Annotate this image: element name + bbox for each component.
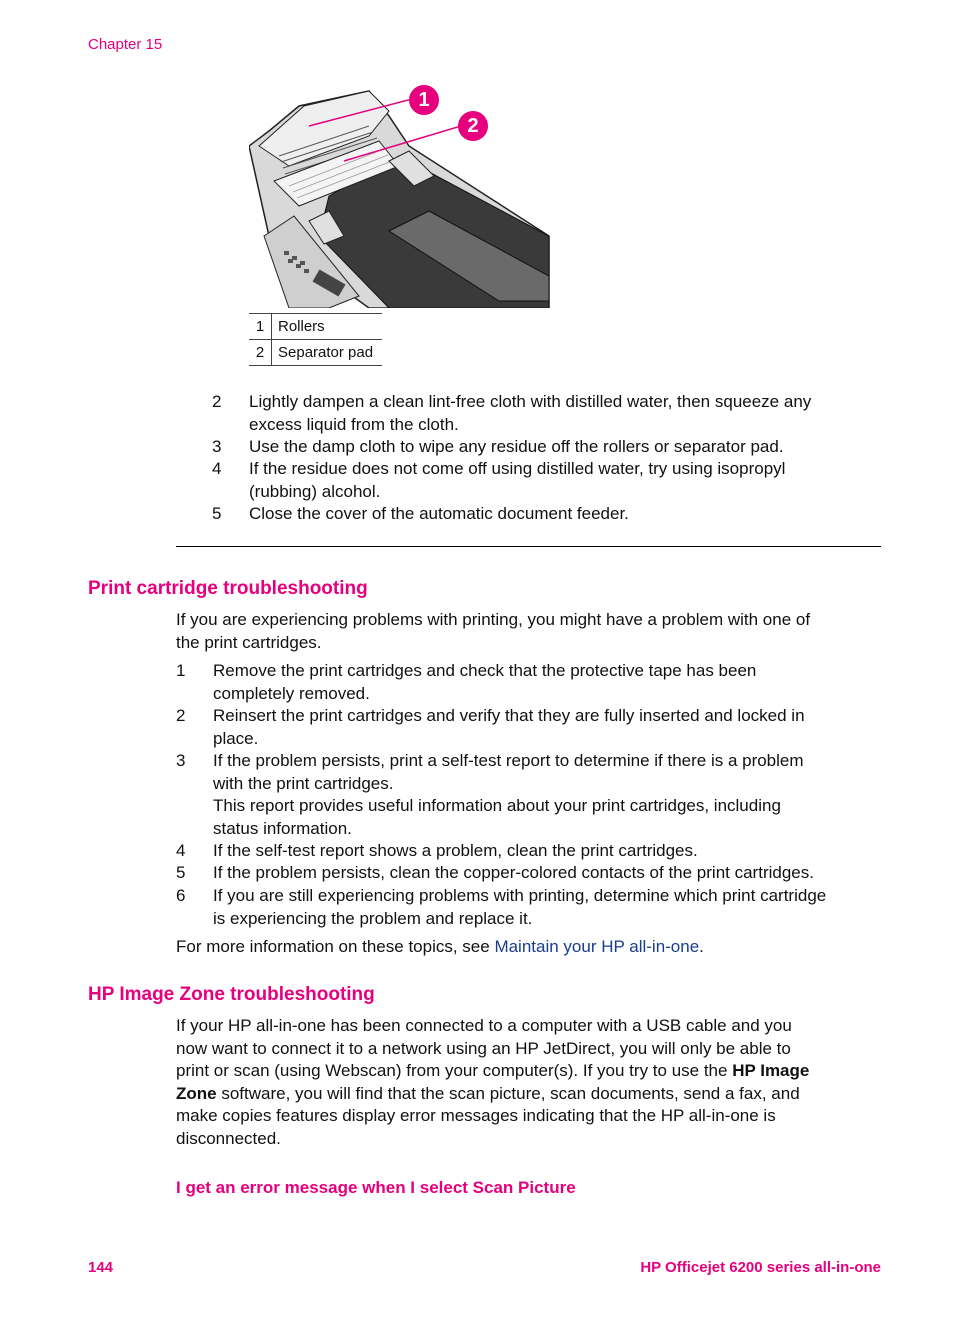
- step-text: status information.: [213, 818, 352, 838]
- product-name: HP Officejet 6200 series all-in-one: [640, 1259, 881, 1276]
- legend-number: 2: [249, 340, 272, 366]
- paragraph-line: If your HP all-in-one has been connected to a computer with a USB cable and you: [176, 1016, 792, 1035]
- step-text: Reinsert the print cartridges and verify that they are fully inserted and locked in: [213, 706, 805, 725]
- list-item: [212, 503, 892, 525]
- step-text: is experiencing the problem and replace it.: [213, 908, 533, 928]
- step-text: Remove the print cartridges and check that the protective tape has been: [213, 661, 757, 680]
- list-item: [176, 705, 876, 750]
- step-text: completely removed.: [213, 683, 370, 703]
- step-text: If the problem persists, clean the copper-colored contacts of the print cartridges.: [213, 863, 814, 882]
- document-feeder-illustration: [249, 86, 551, 308]
- callout-1: 1: [409, 85, 439, 115]
- legend-number: 1: [249, 314, 272, 340]
- list-item: [176, 750, 876, 840]
- step-number: 1: [176, 661, 186, 680]
- paragraph-line: print or scan (using Webscan) from your computer(s). If you try to use the HP Image: [176, 1061, 810, 1080]
- subheading-scan-picture-error: I get an error message when I select Scan Picture: [176, 1178, 576, 1197]
- step-number: 3: [212, 437, 222, 456]
- step-text: Use the damp cloth to wipe any residue off the rollers or separator pad.: [249, 437, 784, 456]
- step-text: (rubbing) alcohol.: [249, 481, 381, 501]
- paragraph-line: the print cartridges.: [176, 632, 322, 652]
- list-item: [212, 436, 892, 458]
- legend-row: [249, 314, 382, 340]
- legend-label: Separator pad: [272, 340, 383, 366]
- list-item: [212, 391, 892, 436]
- paragraph-line: now want to connect it to a network using an HP JetDirect, you will only be able to: [176, 1038, 791, 1058]
- list-item: [176, 660, 876, 705]
- step-number: 4: [212, 459, 222, 478]
- paragraph-line: Zone software, you will find that the scan picture, scan documents, send a fax, and: [176, 1083, 800, 1103]
- step-text: excess liquid from the cloth.: [249, 414, 459, 434]
- hp-image-zone-term: HP Image: [732, 1061, 810, 1080]
- more-info-suffix: .: [699, 937, 704, 956]
- step-text: If the problem persists, print a self-test report to determine if there is a problem: [213, 751, 804, 770]
- more-info-text: For more information on these topics, see: [176, 937, 495, 956]
- list-item: [176, 840, 876, 862]
- step-text: Close the cover of the automatic document feeder.: [249, 504, 629, 523]
- step-number: 2: [212, 392, 222, 411]
- print-intro: [176, 609, 876, 654]
- printer-drawing: [249, 86, 551, 308]
- image-zone-paragraph: [176, 1015, 876, 1150]
- step-number: 5: [176, 863, 186, 882]
- chapter-label: Chapter 15: [88, 36, 163, 53]
- more-info-line: [176, 936, 704, 959]
- section-heading-image-zone: HP Image Zone troubleshooting: [88, 984, 375, 1005]
- step-text: If the self-test report shows a problem, clean the print cartridges.: [213, 841, 698, 860]
- step-text: with the print cartridges.: [213, 773, 394, 793]
- list-item: [212, 458, 892, 503]
- hp-image-zone-term: Zone: [176, 1083, 217, 1103]
- step-text: This report provides useful information about your print cartridges, including: [213, 796, 781, 815]
- step-number: 6: [176, 886, 186, 905]
- list-item: [176, 885, 876, 930]
- step-number: 5: [212, 504, 222, 523]
- callout-2: 2: [458, 111, 488, 141]
- paragraph-line: make copies features display error messages indicating that the HP all-in-one is: [176, 1106, 776, 1125]
- step-text: place.: [213, 728, 259, 748]
- page-number: 144: [88, 1259, 114, 1276]
- step-number: 2: [176, 706, 186, 725]
- step-text: If you are still experiencing problems with printing, determine which print cartridge: [213, 886, 827, 905]
- list-item: [176, 862, 876, 884]
- legend-label: Rollers: [272, 314, 383, 340]
- step-number: 4: [176, 841, 186, 860]
- paragraph-line: If you are experiencing problems with printing, you might have a problem with one of: [176, 610, 811, 629]
- step-text: If the residue does not come off using distilled water, try using isopropyl: [249, 459, 786, 478]
- maintain-link[interactable]: Maintain your HP all-in-one: [494, 937, 700, 956]
- paragraph-line: disconnected.: [176, 1128, 281, 1148]
- section-heading-print-cartridge: Print cartridge troubleshooting: [88, 578, 368, 599]
- step-text: Lightly dampen a clean lint-free cloth with distilled water, then squeeze any: [249, 392, 812, 411]
- legend-row: [249, 340, 382, 366]
- step-number: 3: [176, 751, 186, 770]
- section-divider: [176, 546, 881, 547]
- figure-legend: [249, 313, 382, 366]
